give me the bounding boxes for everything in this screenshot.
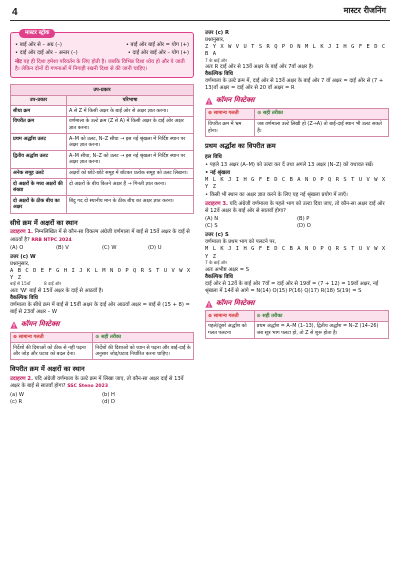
option: (d) D bbox=[102, 398, 115, 405]
table-row bbox=[11, 106, 194, 117]
book-title: मास्टर रीजनिंग bbox=[343, 6, 386, 15]
table-cell: दो अक्षरों के ठीक बीच का अक्षर bbox=[11, 196, 67, 213]
options bbox=[205, 216, 389, 230]
option: (b) H bbox=[102, 391, 115, 398]
correct-cell: निर्देशों की दिशाओं को ध्यान से पढ़ना और बाईं-दाईं के अनुसार जोड़/घटाव निर्धारित करना चाहिए। bbox=[93, 343, 194, 360]
section-title: विपरीत क्रम में अक्षरों का स्थान bbox=[10, 365, 85, 374]
col-header-correct: ⊙ सही तरीका bbox=[255, 108, 389, 119]
correct-cell: प्रथम अर्द्धांश = A–M (1–13), द्वितीय अर्द्धांश = N–Z (14–26) जब सूत्र भाग पलटा हो, तो Z से शुरू होता है। bbox=[254, 321, 388, 338]
example-label: उदाहरण 3. bbox=[205, 201, 228, 208]
table-row bbox=[206, 119, 389, 136]
example-question: निम्नलिखित में से कौन-सा विकल्प अंग्रेजी वर्णमाला में बाईं से 15वें अक्षर के दाईं से आठवाँ है? bbox=[10, 229, 190, 243]
option: (B) P bbox=[297, 216, 310, 223]
example-2 bbox=[10, 376, 194, 405]
example-question: यदि अंग्रेजी वर्णमाला के उल्टे क्रम में लिखा जाए, तो कौन-सा अक्षर दाईं से 13वें अक्षर के बाईं से सातवाँ होगा? bbox=[10, 376, 184, 390]
table-row bbox=[11, 168, 194, 179]
option: (B) V bbox=[56, 244, 69, 251]
col-header-correct: ⊙ सही तरीका bbox=[254, 311, 388, 322]
option: (c) R bbox=[10, 398, 23, 405]
note-text: यह ही दिशा हमेशा परिवर्तन के लिए होती है। जबकि विभिन्न दिशा ध्येय हो और ये जाती है। लेकिन दोनों दी गणनाओं में निगाही रखनी दिशा से की जानी चाहिए। bbox=[15, 59, 185, 73]
table-row bbox=[11, 116, 194, 133]
master-stroke-box bbox=[10, 32, 194, 78]
common-mistakes-label: कॉमन मिस्टेक्स bbox=[216, 96, 255, 105]
alt-method-text: वर्णमाला के सीधे क्रम में बाईं से 15वीं अक्षर के दाईं ओर आठवाँ अक्षर = बाईं से (15 + 8) = बाईं से 23वाँ अक्षर – W bbox=[10, 302, 190, 316]
exam-source: RRB NTPC 2024 bbox=[31, 237, 72, 243]
common-mistakes-table bbox=[205, 310, 389, 339]
table-cell: दो अक्षरों के मध्य अक्षरों की संख्या bbox=[11, 179, 67, 196]
table-cell: प्रथम अर्द्धांश उलट bbox=[11, 134, 67, 151]
options bbox=[10, 392, 194, 406]
bullet-item: • पहले 13 अक्षर (A–M) को उल्टा कर दें तथा अगले 13 अक्षर (N–Z) को यथावत रखें। bbox=[205, 161, 374, 168]
col-header-mistake: ⊗ सामान्य गलती bbox=[206, 108, 255, 119]
table-row bbox=[11, 151, 194, 168]
common-mistakes-title bbox=[10, 320, 194, 329]
mistake-cell: पहले/दूसरे अर्द्धांश को गलत पलटना bbox=[206, 321, 255, 338]
answer: उत्तर (c) R bbox=[205, 30, 229, 36]
method-text: प्रश्नानुसार, bbox=[205, 37, 225, 44]
col-header-correct: ⊙ सही तरीका bbox=[93, 332, 194, 343]
alt-method-text: वर्णमाला के उल्टे क्रम में, दाईं ओर से 13वें अक्षर के बाईं ओर 7 वाँ अक्षर = दाईं ओर से (7 + 13)वाँ अक्षर = दाईं ओर से 20 वाँ अक्षर = R bbox=[205, 78, 384, 92]
common-mistakes-table bbox=[10, 332, 194, 361]
warning-icon bbox=[10, 321, 18, 329]
table-row bbox=[11, 343, 194, 360]
mistake-cell: निर्देशों की दिशाओं को ठीक से नहीं पढ़ना और जोड़ और घटाव को बदल देना। bbox=[11, 343, 93, 360]
bullet-item: • नई श्रृंखला bbox=[205, 169, 231, 176]
example-3 bbox=[205, 201, 389, 295]
option: (D) O bbox=[297, 223, 311, 230]
sequence-note: 7 के बाईं ओर bbox=[205, 260, 227, 266]
table-cell: विपरीत क्रम bbox=[11, 116, 67, 133]
common-mistakes-label: कॉमन मिस्टेक्स bbox=[21, 320, 60, 329]
method-text: प्रश्नानुसार, bbox=[10, 260, 30, 267]
alt-method-title: वैकल्पिक विधि bbox=[10, 295, 38, 302]
master-stroke-tag: मास्टर स्ट्रोक bbox=[19, 29, 55, 38]
example-label: उदाहरण 2. bbox=[10, 376, 33, 383]
table-cell: द्वितीय अर्द्धांश उलट bbox=[11, 151, 67, 168]
warning-icon bbox=[205, 97, 213, 105]
option: (C) S bbox=[205, 223, 218, 230]
table-cell: बिंदु गद दो स्थानीय मान के ठीक बीच का अक्षर ज्ञात करना। bbox=[67, 196, 194, 213]
option: (a) W bbox=[10, 391, 25, 398]
table-cell: अक्षरों को छोटे-छोटे समूह में बाँटकर प्रत्येक समूह को उलट लिखना। bbox=[67, 168, 194, 179]
header-rule bbox=[10, 20, 390, 21]
option: (D) U bbox=[148, 244, 162, 251]
table-row bbox=[11, 179, 194, 196]
stroke-note bbox=[15, 59, 189, 73]
method-text: वर्णमाला के प्रथम भाग को पलटने पर, bbox=[205, 239, 277, 246]
section-title: प्रथम अर्द्धांश का विपरीत क्रम bbox=[205, 141, 276, 150]
table-header: परिभाषा bbox=[67, 95, 194, 106]
alt-method-title: वैकल्पिक विधि bbox=[205, 71, 233, 78]
option: (A) N bbox=[205, 216, 219, 223]
table-cell: A से Z में किसी अक्षर के बाईं ओर से अक्षर ज्ञात करना। bbox=[67, 106, 194, 117]
new-sequence: M L K J I H G F E D C B A N O P Q R S T U V W X Y Z bbox=[205, 176, 386, 190]
example-1 bbox=[10, 229, 194, 316]
common-mistakes-title bbox=[205, 299, 389, 308]
solution-line: अतः R दाईं ओर से 13वें अक्षर के बाईं ओर 7वाँ अक्षर है। bbox=[205, 64, 314, 71]
mistake-cell: विपरीत क्रम में भ्रम होना। bbox=[206, 119, 255, 136]
table-row bbox=[11, 134, 194, 151]
options bbox=[10, 245, 194, 252]
solution-line: अतः 'W' बाईं से 15वें अक्षर के दाईं से आठवाँ है। bbox=[10, 288, 104, 295]
note-label: नोट bbox=[15, 59, 22, 66]
table-cell: दो अक्षरों के बीच कितने अक्षर हैं → गिनती ज्ञात करना। bbox=[67, 179, 194, 196]
table-cell: सीधा क्रम bbox=[11, 106, 67, 117]
option: (A) O bbox=[10, 244, 24, 251]
table-cell: A–M को उलट, N–Z सीधा → इस नई श्रृंखला में निर्दिष्ट स्थान पर अक्षर ज्ञात करना। bbox=[67, 134, 194, 151]
table-cell: अनेक समूह उलटे bbox=[11, 168, 67, 179]
table-row bbox=[206, 321, 389, 338]
correct-cell: जब वर्णमाला उल्टे लिखी हो (Z→A) तो बाईं-दाईं स्थान भी उलट सकते हैं। bbox=[255, 119, 389, 136]
seq-note-right: 8 दाईं ओर bbox=[43, 282, 62, 288]
answer: उत्तर (c) S bbox=[205, 232, 229, 239]
sequence-note: 7 के बाईं ओर bbox=[205, 58, 227, 64]
table-header: उप-प्रकार bbox=[11, 95, 67, 106]
warning-icon bbox=[205, 300, 213, 308]
stroke-text: • दाईं ओर दाईं ओर – अन्तर (–) bbox=[15, 50, 78, 57]
table-caption: उप-प्रकार bbox=[11, 85, 194, 96]
table-cell: वर्णमाला के उल्टे क्रम (Z से A) में किसी अक्षर के दाईं ओर अक्षर ज्ञात करना। bbox=[67, 116, 194, 133]
table-row bbox=[11, 196, 194, 213]
stroke-row bbox=[15, 42, 189, 49]
col-header-mistake: ⊗ सामान्य गलती bbox=[11, 332, 93, 343]
method-title: हल विधि bbox=[205, 153, 222, 160]
alt-method-text: दाईं ओर से 12वें के बाईं ओर 7वाँ = दाईं ओर से 19वाँ = (7 + 12) = 19वाँ अक्षर, नई श्रृंखला में 14वें से आगे = N(14) O(15) P(16) Q(17) R(18) S(19) = S bbox=[205, 280, 379, 294]
alphabet-sequence: A B C D E F G H I J K L M N O P Q R S T U V W X Y Z bbox=[10, 267, 191, 282]
alt-method-title: वैकल्पिक विधि bbox=[205, 273, 233, 280]
alphabet-sequence: M L K J I H G F E D C B A N O P Q R S T U V W X Y Z bbox=[205, 246, 386, 260]
right-column bbox=[205, 28, 389, 339]
example-label: उदाहरण 1. bbox=[10, 229, 33, 236]
bullet-item: • किसी भी स्थान का अक्षर ज्ञात करने के लिए यह नई श्रृंखला प्रयोग में लाएँ। bbox=[205, 192, 348, 199]
common-mistakes-title bbox=[205, 96, 389, 105]
example-question: यदि अंग्रेजी वर्णमाला के पहले भाग को उल्टा दिया जाए, तो कौन-सा अक्षर दाईं ओर से 12वें अक्षर के बाईं ओर से सातवाँ होगा? bbox=[205, 201, 385, 215]
answer: उत्तर (c) W bbox=[10, 253, 36, 260]
solution-line: अतः अभीष्ट अक्षर = S bbox=[205, 266, 249, 273]
exam-source: SSC Steno 2023 bbox=[67, 384, 109, 390]
page-header bbox=[0, 0, 400, 22]
stroke-text: • बाईं ओर बाईं ओर = योग (+) bbox=[125, 42, 189, 48]
col-header-mistake: ⊗ सामान्य गलती bbox=[206, 311, 255, 322]
left-column bbox=[10, 28, 194, 406]
page-number: 4 bbox=[12, 7, 18, 18]
alphabet-sequence: Z Y X W V U T S R Q P O N M L K J I H G F E D C B A bbox=[205, 44, 386, 58]
stroke-text: • दाईं ओर बाईं ओर – योग (+) bbox=[127, 50, 189, 57]
common-mistakes-label: कॉमन मिस्टेक्स bbox=[216, 298, 255, 307]
table-cell: A–M सीधा, N–Z को उलट → इस नई श्रृंखला में निर्दिष्ट स्थान पर अक्षर ज्ञात करना। bbox=[67, 151, 194, 168]
position-table bbox=[10, 84, 194, 214]
stroke-row bbox=[15, 50, 189, 57]
common-mistakes-table bbox=[205, 108, 389, 137]
option: (C) W bbox=[102, 244, 117, 251]
stroke-text: • बाईं ओर से – अग्र (–) bbox=[15, 42, 62, 48]
section-title: सीधे क्रम में अक्षरों का स्थान bbox=[10, 218, 78, 227]
seq-note-left: बाईं से 15वाँ bbox=[10, 282, 31, 288]
